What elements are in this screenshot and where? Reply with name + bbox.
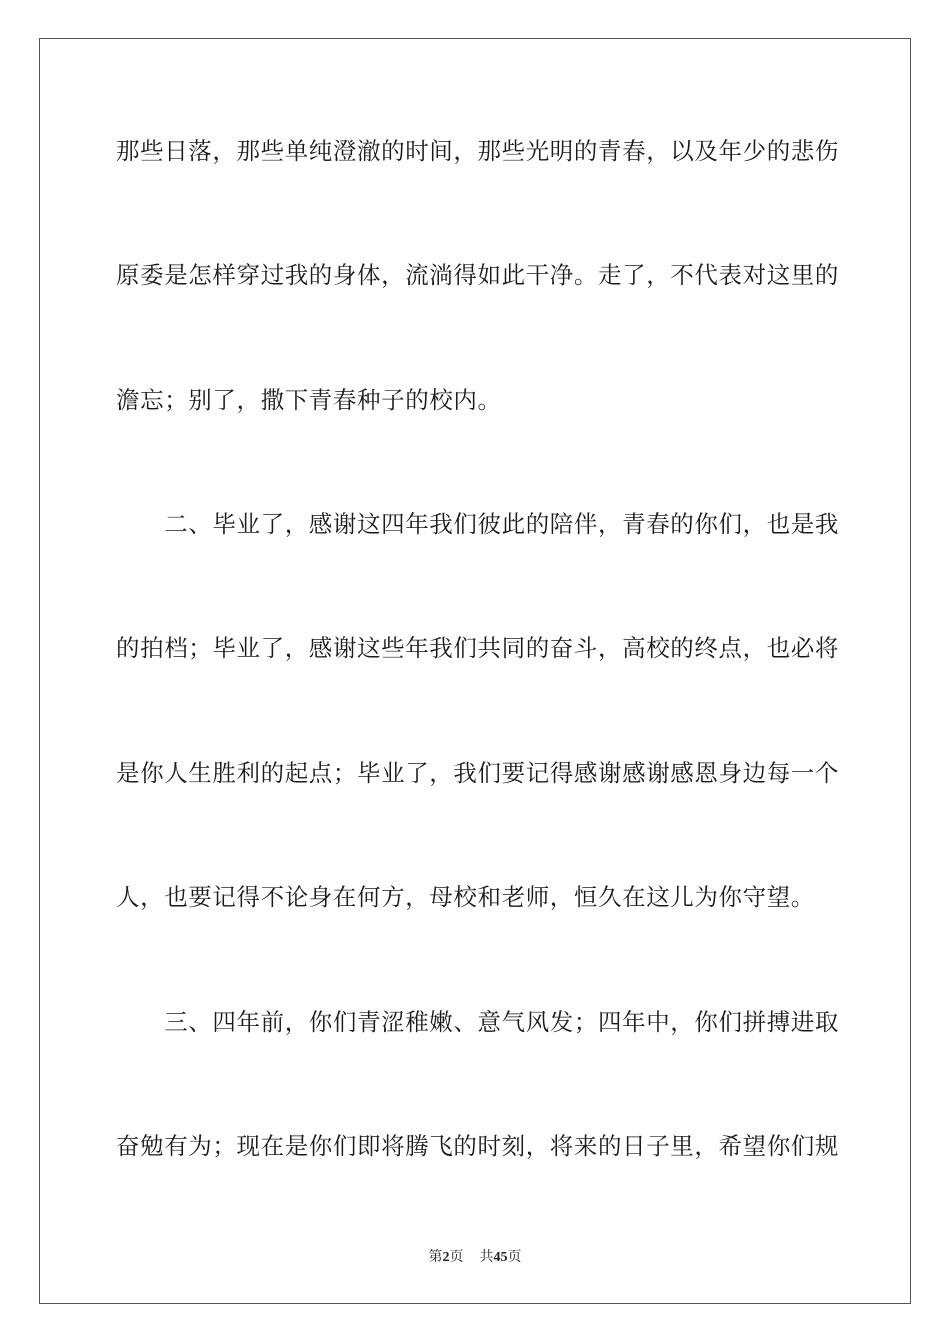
text-line: 是你人生胜利的起点；毕业了，我们要记得感谢感谢感恩身边每一个 xyxy=(116,759,839,787)
page-number-suffix: 页 xyxy=(449,1249,464,1265)
total-pages-suffix: 页 xyxy=(507,1249,522,1265)
page-number: 2 xyxy=(442,1250,450,1265)
text-line: 三、四年前，你们青涩稚嫩、意气风发；四年中，你们拼搏进取 xyxy=(116,1008,839,1036)
text-line: 原委是怎样穿过我的身体，流淌得如此干净。走了，不代表对这里的 xyxy=(116,261,839,289)
text-line: 人，也要记得不论身在何方，母校和老师，恒久在这儿为你守望。 xyxy=(116,883,815,911)
text-line: 奋勉有为；现在是你们即将腾飞的时刻，将来的日子里，希望你们规 xyxy=(116,1132,839,1160)
text-line: 二、毕业了，感谢这四年我们彼此的陪伴，青春的你们，也是我 xyxy=(116,510,839,538)
text-line: 澹忘；别了，撒下青春种子的校内。 xyxy=(116,386,502,414)
total-pages-prefix: 共 xyxy=(479,1249,494,1265)
total-pages: 45 xyxy=(493,1250,508,1265)
text-line: 的拍档；毕业了，感谢这些年我们共同的奋斗，高校的终点，也必将 xyxy=(116,634,839,662)
page-border xyxy=(39,38,911,1304)
page-footer xyxy=(0,1247,950,1268)
text-line: 那些日落，那些单纯澄澈的时间，那些光明的青春，以及年少的悲伤 xyxy=(116,137,839,165)
page-number-prefix: 第 xyxy=(428,1249,443,1265)
